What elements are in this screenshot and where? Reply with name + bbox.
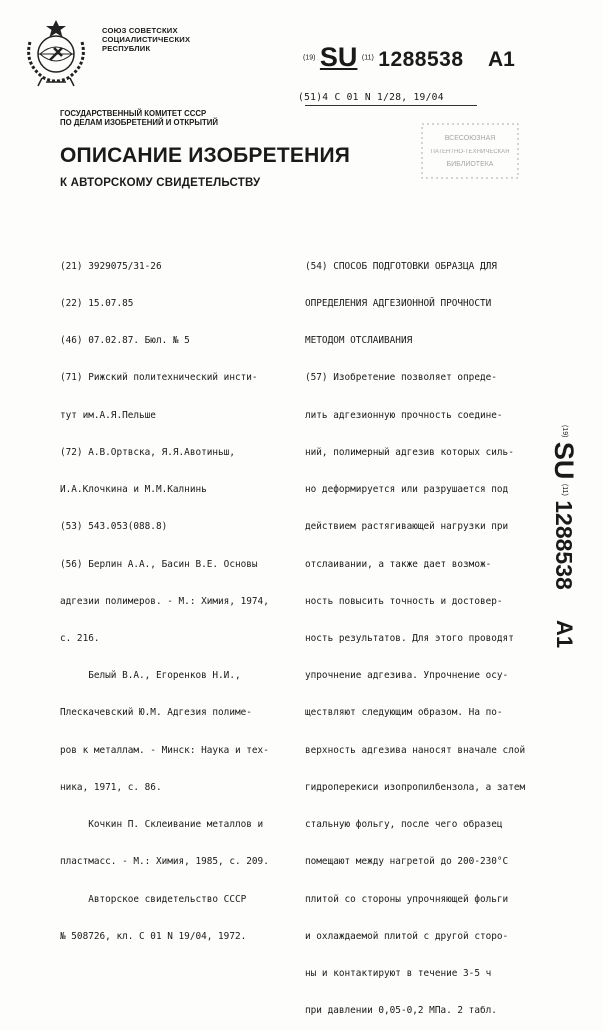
document-title: ОПИСАНИЕ ИЗОБРЕТЕНИЯ [60,144,351,167]
library-stamp [418,120,526,184]
biblio-line: (56) Берлин А.А., Басин В.Е. Основы [60,558,258,570]
side-prefix-11: (11) [561,483,568,496]
biblio-line: (72) А.В.Ортвска, Я.Я.Авотиньш, [60,446,235,458]
biblio-line: Кочкин П. Склеивание металлов и [60,819,264,831]
org-line: СОЦИАЛИСТИЧЕСКИХ [102,34,191,44]
abstract-line: ществляют следующим образом. На по- [305,707,503,719]
biblio-line: Белый В.А., Егоренков Н.И., [60,670,241,682]
abstract-line: при давлении 0,05-0,2 МПа. 2 табл. [305,1005,497,1017]
abstract-line: ны и контактируют в течение 3-5 ч [305,967,492,979]
abstract-line: МЕТОДОМ ОТСЛАИВАНИЯ [305,335,413,347]
document-subtitle: К АВТОРСКОМУ СВИДЕТЕЛЬСТВУ [60,177,261,189]
ipc-classification: (51)4 С 01 N 1/28, 19/04 [298,92,444,103]
committee-line: ПО ДЕЛАМ ИЗОБРЕТЕНИЙ И ОТКРЫТИЙ [60,118,218,127]
ussr-emblem-icon [18,12,94,88]
abstract-line: упрочнение адгезива. Упрочнение осу- [305,670,509,682]
side-kind-code: A1 [552,620,577,649]
publication-number [303,42,515,73]
pub-prefix-19: (19) [303,54,316,62]
abstract-line: плитой со стороны упрочняющей фольги [305,893,509,905]
abstract-line: (54) СПОСОБ ПОДГОТОВКИ ОБРАЗЦА ДЛЯ [305,260,497,272]
biblio-line: (46) 07.02.87. Бюл. № 5 [60,335,190,347]
pub-prefix-11: (11) [361,54,374,62]
abstract-line: но деформируется или разрушается под [305,484,509,496]
side-pub-number: 1288538 [551,500,577,590]
abstract-line: ность результатов. Для этого проводят [305,633,514,644]
divider [305,105,477,106]
abstract-line: действием растягивающей нагрузки при [305,521,509,533]
kind-code: A1 [487,48,515,71]
bibliographic-column [60,236,269,956]
abstract-line: лить адгезионную прочность соедине- [305,409,503,421]
biblio-line: ров к металлам. - Минск: Наука и тех- [60,744,269,756]
abstract-line: ний, полимерный адгезив которых силь- [305,446,514,458]
abstract-line: верхность адгезива наносят вначале слой [305,744,526,756]
biblio-line: (21) 3929075/31-26 [60,260,162,272]
abstract-line: (57) Изобретение позволяет опреде- [305,372,497,384]
biblio-line: пластмасс. - М.: Химия, 1985, с. 209. [60,856,269,868]
biblio-line: № 508726, кл. С 01 N 19/04, 1972. [60,930,247,942]
stamp-line-1: ВСЕСОЮЗНАЯ [444,135,496,142]
committee-line: ГОСУДАРСТВЕННЫЙ КОМИТЕТ СССР [60,109,207,118]
abstract-line: помещают между нагретой до 200-230°С [305,856,509,868]
biblio-line: адгезии полимеров. - М.: Химия, 1974, [60,595,269,607]
org-line: СОЮЗ СОВЕТСКИХ [102,26,178,35]
biblio-line: (53) 543.053(088.8) [60,521,168,533]
biblio-line: И.А.Клочкина и М.М.Калнинь [60,484,207,496]
biblio-line: Плескачевский Ю.М. Адгезия полиме- [60,707,252,719]
side-publication-number [548,425,579,648]
biblio-line: тут им.А.Я.Пельше [60,409,156,421]
abstract-line: ность повысить точность и достовер- [305,595,503,607]
stamp-line-3: БИБЛИОТЕКА [446,161,494,168]
abstract-line: стальную фольгу, после чего образец [305,819,503,831]
org-name [102,27,190,53]
side-prefix-19: (19) [561,425,568,438]
side-country-code: SU [549,441,579,480]
abstract-column [305,236,525,1030]
org-line: РЕСПУБЛИК [102,43,151,53]
biblio-line: ника, 1971, с. 86. [60,781,162,793]
abstract-line: гидроперекиси изопропилбензола, а затем [305,781,526,793]
biblio-line: Авторское свидетельство СССР [60,893,247,905]
country-code: SU [319,42,358,72]
pub-number: 1288538 [378,48,464,71]
abstract-line: ОПРЕДЕЛЕНИЯ АДГЕЗИОННОЙ ПРОЧНОСТИ [305,298,492,310]
biblio-line: с. 216. [60,633,100,644]
abstract-line: и охлаждаемой плитой с другой сторо- [305,930,509,942]
abstract-line: отслаивании, а также дает возмож- [305,558,492,570]
biblio-line: (22) 15.07.85 [60,298,134,310]
committee-name [60,109,218,127]
stamp-line-2: ПАТЕНТНО-ТЕХНИЧЕСКАЯ [430,149,510,155]
biblio-line: (71) Рижский политехнический инсти- [60,372,258,384]
